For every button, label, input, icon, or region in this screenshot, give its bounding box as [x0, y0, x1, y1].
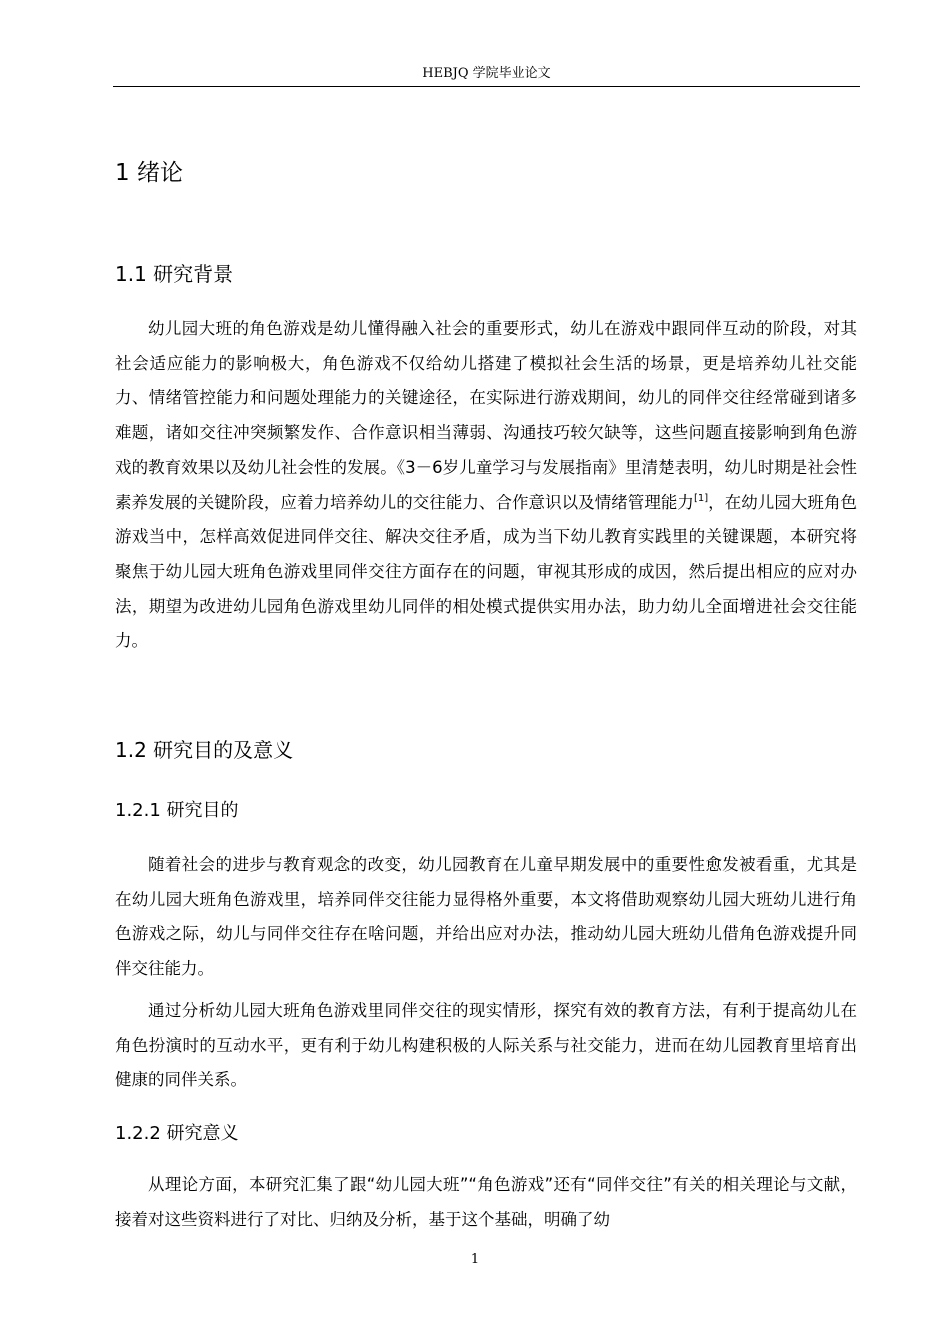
- running-header: HEBJQ 学院毕业论文: [422, 66, 551, 81]
- section-1-2-2-paragraph-1: 从理论方面，本研究汇集了跟“幼儿园大班”“角色游戏”还有“同伴交往”有关的相关理论与文献，接着对这些资料进行了对比、归纳及分析，基于这个基础，明确了幼: [115, 1175, 857, 1229]
- paragraph-text: 幼儿园大班的角色游戏是幼儿懂得融入社会的重要形式，幼儿在游戏中跟同伴互动的阶段，对其社会适应能力的影响极大，角色游戏不仅给幼儿搭建了模拟社会生活的场景，更是培养幼儿社交能力、情绪管控能力和问题处理能力的关键途径，在实际进行游戏期间，幼儿的同伴交往经常碰到诸多难题，诸如交往冲突频繁发作、合作意识相当薄弱、沟通技巧较欠缺等，这些问题直接影响到角色游戏的教育效果以及幼儿社会性的发展。《3－6岁儿童学习与发展指南》里清楚表明，幼儿时期是社会性素养发展的关键阶段，应着力培养幼儿的交往能力、合作意识以及情绪管理能力: [115, 319, 857, 512]
- section-1-1-paragraph: [115, 312, 857, 659]
- header-rule: [113, 86, 860, 87]
- paragraph-text: ，在幼儿园大班角色游戏当中，怎样高效促进同伴交往、解决交往矛盾，成为当下幼儿教育实践里的关键课题，本研究将聚焦于幼儿园大班角色游戏里同伴交往方面存在的问题，审视其形成的成因，然后提出相应的应对办法，期望为改进幼儿园角色游戏里幼儿同伴的相处模式提供实用办法，助力幼儿全面增进社会交往能力。: [115, 492, 858, 651]
- section-title-1-2-2: 1.2.2 研究意义: [115, 1123, 239, 1144]
- section-title-1-2-1: 1.2.1 研究目的: [115, 800, 239, 821]
- section-title-1-1: 1.1 研究背景: [115, 262, 234, 286]
- page-number: 1: [470, 1252, 480, 1267]
- chapter-title: 1 绪论: [115, 160, 183, 186]
- section-title-1-2: 1.2 研究目的及意义: [115, 738, 294, 762]
- section-1-2-1-paragraph-2: 通过分析幼儿园大班角色游戏里同伴交往的现实情形，探究有效的教育方法，有利于提高幼儿在角色扮演时的互动水平，更有利于幼儿构建积极的人际关系与社交能力，进而在幼儿园教育里培育出健康的同伴关系。: [115, 1001, 857, 1090]
- section-1-2-1-paragraph-1: 随着社会的进步与教育观念的改变，幼儿园教育在儿童早期发展中的重要性愈发被看重，尤其是在幼儿园大班角色游戏里，培养同伴交往能力显得格外重要，本文将借助观察幼儿园大班幼儿进行角色游戏之际，幼儿与同伴交往存在啥问题，并给出应对办法，推动幼儿园大班幼儿借角色游戏提升同伴交往能力。: [115, 855, 857, 979]
- citation-marker: [1]: [693, 492, 709, 504]
